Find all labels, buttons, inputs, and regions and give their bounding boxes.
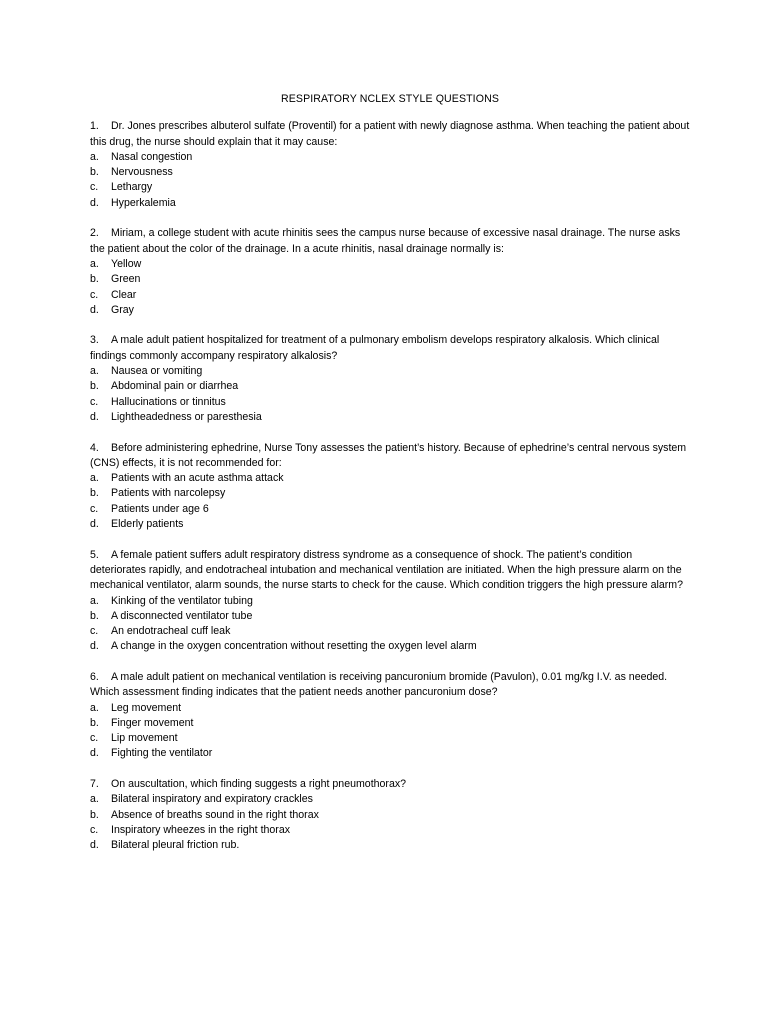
answer-option	[90, 838, 690, 853]
question-4	[90, 441, 690, 533]
option-letter: d.	[90, 518, 99, 531]
answer-options	[90, 257, 690, 318]
answer-options	[90, 364, 690, 425]
question-number: 5.	[90, 548, 99, 561]
option-text: Finger movement	[111, 716, 194, 729]
option-letter: b.	[90, 273, 99, 286]
option-letter: d.	[90, 410, 99, 423]
option-letter: a.	[90, 150, 99, 163]
question-text: A female patient suffers adult respiratory distress syndrome as a consequence of shock. The patient’s condition deteriorates rapidly, and endotracheal intubation and mechanical ventilation are initiated. When the high pressure alarm on the mechanical ventilator, alarm sounds, the nurse starts to check for the cause. Which condition triggers the high pressure alarm?	[90, 548, 683, 592]
option-letter: c.	[90, 181, 99, 194]
option-text: Gray	[111, 303, 134, 316]
option-letter: b.	[90, 380, 99, 393]
option-text: Nausea or vomiting	[111, 365, 203, 378]
answer-option	[90, 150, 690, 165]
document-title: RESPIRATORY NCLEX STYLE QUESTIONS	[281, 93, 499, 105]
option-text: Clear	[111, 288, 137, 301]
option-text: Lip movement	[111, 732, 178, 745]
question-stem	[90, 333, 690, 364]
option-text: A disconnected ventilator tube	[111, 609, 253, 622]
option-text: Patients with narcolepsy	[111, 487, 226, 500]
answer-option	[90, 486, 690, 501]
question-stem	[90, 226, 690, 257]
question-7	[90, 777, 690, 853]
answer-option	[90, 808, 690, 823]
option-text: Patients with an acute asthma attack	[111, 472, 284, 485]
option-letter: d.	[90, 747, 99, 760]
option-letter: a.	[90, 793, 99, 806]
question-stem	[90, 670, 690, 701]
option-letter: b.	[90, 166, 99, 179]
question-1	[90, 119, 690, 211]
answer-option	[90, 746, 690, 761]
question-text: A male adult patient hospitalized for treatment of a pulmonary embolism develops respiratory alkalosis. Which clinical findings commonly accompany respiratory alkalosis?	[90, 334, 660, 362]
option-text: Absence of breaths sound in the right thorax	[111, 808, 319, 821]
answer-option	[90, 303, 690, 318]
option-text: Bilateral inspiratory and expiratory crackles	[111, 793, 313, 806]
answer-option	[90, 180, 690, 195]
option-letter: b.	[90, 808, 99, 821]
answer-options	[90, 471, 690, 532]
option-text: Nervousness	[111, 166, 173, 179]
option-letter: d.	[90, 839, 99, 852]
answer-option	[90, 364, 690, 379]
answer-options	[90, 792, 690, 853]
option-text: A change in the oxygen concentration without resetting the oxygen level alarm	[111, 640, 477, 653]
question-6	[90, 670, 690, 762]
option-letter: b.	[90, 716, 99, 729]
option-text: Elderly patients	[111, 518, 184, 531]
answer-option	[90, 502, 690, 517]
option-text: Green	[111, 273, 141, 286]
option-text: Lethargy	[111, 181, 153, 194]
option-letter: a.	[90, 701, 99, 714]
option-text: Fighting the ventilator	[111, 747, 213, 760]
question-text: On auscultation, which finding suggests a right pneumothorax?	[111, 778, 407, 791]
answer-options	[90, 594, 690, 655]
answer-option	[90, 823, 690, 838]
answer-option	[90, 701, 690, 716]
option-letter: c.	[90, 288, 99, 301]
answer-options	[90, 701, 690, 762]
answer-option	[90, 731, 690, 746]
answer-options	[90, 150, 690, 211]
option-letter: a.	[90, 365, 99, 378]
option-text: Lightheadedness or paresthesia	[111, 410, 262, 423]
question-stem	[90, 548, 690, 594]
question-number: 1.	[90, 120, 99, 133]
option-letter: a.	[90, 594, 99, 607]
question-stem	[90, 119, 690, 150]
option-text: Yellow	[111, 257, 142, 270]
option-letter: b.	[90, 487, 99, 500]
question-3	[90, 333, 690, 425]
answer-option	[90, 379, 690, 394]
question-text: A male adult patient on mechanical ventilation is receiving pancuronium bromide (Pavulon), 0.01 mg/kg I.V. as needed. Which assessment finding indicates that the patient needs another pancuronium dose?	[90, 670, 668, 699]
answer-option	[90, 792, 690, 807]
answer-option	[90, 716, 690, 731]
option-text: Patients under age 6	[111, 502, 209, 515]
option-letter: c.	[90, 395, 99, 408]
answer-option	[90, 272, 690, 287]
question-number: 4.	[90, 441, 99, 454]
option-letter: a.	[90, 257, 99, 270]
question-text: Before administering ephedrine, Nurse Tony assesses the patient’s history. Because of ephedrine’s central nervous system (CNS) effects, it is not recommended for:	[90, 441, 687, 469]
question-stem	[90, 777, 690, 792]
question-number: 7.	[90, 778, 99, 791]
question-text: Miriam, a college student with acute rhinitis sees the campus nurse because of excessive nasal drainage. The nurse asks the patient about the color of the drainage. In a acute rhinitis, nasal drainage normally is:	[90, 227, 681, 255]
answer-option	[90, 196, 690, 211]
question-number: 2.	[90, 227, 99, 240]
answer-option	[90, 165, 690, 180]
answer-option	[90, 288, 690, 303]
document-page	[90, 92, 690, 869]
option-text: Hyperkalemia	[111, 196, 176, 209]
option-letter: c.	[90, 625, 99, 638]
option-letter: b.	[90, 609, 99, 622]
option-text: Abdominal pain or diarrhea	[111, 380, 239, 393]
answer-option	[90, 471, 690, 486]
option-letter: d.	[90, 196, 99, 209]
option-text: Kinking of the ventilator tubing	[111, 594, 253, 607]
option-text: Bilateral pleural friction rub.	[111, 839, 240, 852]
answer-option	[90, 257, 690, 272]
option-letter: a.	[90, 472, 99, 485]
answer-option	[90, 609, 690, 624]
option-letter: d.	[90, 640, 99, 653]
question-text: Dr. Jones prescribes albuterol sulfate (Proventil) for a patient with newly diagnose asthma. When teaching the patient about this drug, the nurse should explain that it may cause:	[90, 120, 690, 148]
option-letter: c.	[90, 732, 99, 745]
question-stem	[90, 441, 690, 472]
option-letter: d.	[90, 303, 99, 316]
option-text: An endotracheal cuff leak	[111, 625, 231, 638]
question-number: 3.	[90, 334, 99, 347]
option-text: Inspiratory wheezes in the right thorax	[111, 823, 291, 836]
answer-option	[90, 624, 690, 639]
question-5	[90, 548, 690, 655]
option-letter: c.	[90, 823, 99, 836]
option-text: Hallucinations or tinnitus	[111, 395, 226, 408]
answer-option	[90, 594, 690, 609]
answer-option	[90, 517, 690, 532]
question-number: 6.	[90, 670, 99, 683]
question-2	[90, 226, 690, 318]
answer-option	[90, 639, 690, 654]
option-text: Leg movement	[111, 701, 182, 714]
answer-option	[90, 395, 690, 410]
answer-option	[90, 410, 690, 425]
option-letter: c.	[90, 502, 99, 515]
option-text: Nasal congestion	[111, 150, 193, 163]
